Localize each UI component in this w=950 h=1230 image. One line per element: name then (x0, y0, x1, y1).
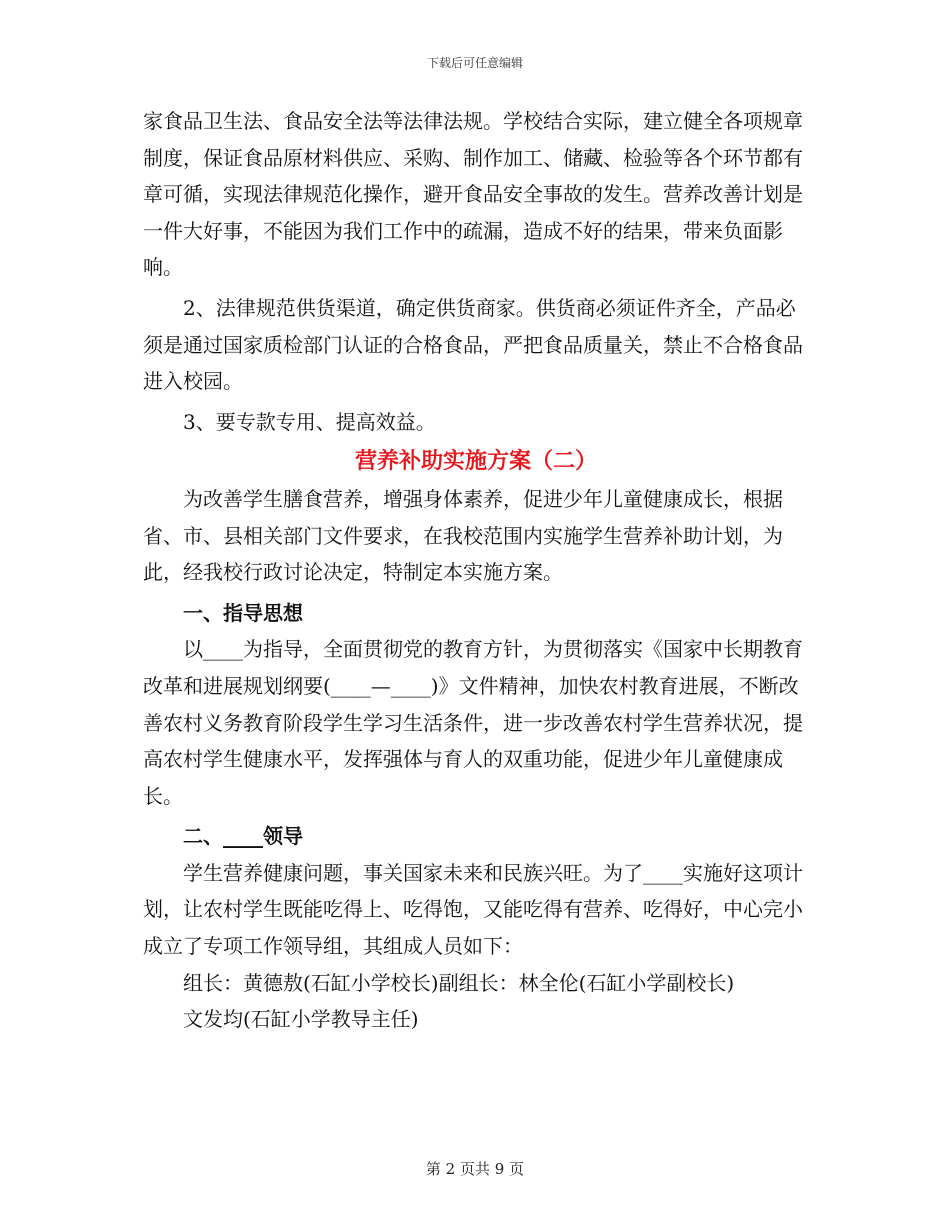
paragraph-members: 组长：黄德敖(石缸小学校长)副组长：林全伦(石缸小学副校长) (183, 970, 735, 995)
paragraph-item-2: 2、法律规范供货渠道，确定供货商家。供货商必须证件齐全，产品必须是通过国家质检部门认证的合格食品，严把食品质量关，禁止不合格食品进入校园。 (143, 295, 803, 394)
paragraph-intro: 为改善学生膳食营养，增强身体素养，促进少年儿童健康成长，根据省、市、县相关部门文件要求，在我校范围内实施学生营养补助计划，为此，经我校行政讨论决定，特制定本实施方案。 (143, 486, 783, 585)
paragraph-continuation: 家食品卫生法、食品安全法等法律法规。学校结合实际，建立健全各项规章制度，保证食品原材料供应、采购、制作加工、储藏、检验等各个环节都有章可循，实现法律规范化操作，避开食品安全事故的发生。营养改善计划是一件大好事，不能因为我们工作中的疏漏，造成不好的结果，带来负面影响。 (143, 109, 803, 280)
paragraph-item-3: 3、要专款专用、提高效益。 (183, 409, 436, 434)
page-header: 下载后可任意编辑 (426, 56, 523, 70)
paragraph-leadership: 学生营养健康问题，事关国家未来和民族兴旺。为了____实施好这项计划，让农村学生既能吃得上、吃得饱，又能吃得有营养、吃得好，中心完小成立了专项工作领导组，其组成人员如下： (143, 860, 803, 959)
paragraph-guiding-ideology: 以____为指导，全面贯彻党的教育方针，为贯彻落实《国家中长期教育改革和进展规划纲要(____—____)》文件精神，加快农村教育进展，不断改善农村义务教育阶段学生学习生活条件，进一步改善农村学生营养状况，提高农村学生健康水平，发挥强体与育人的双重功能，促进少年儿童健康成长。 (143, 637, 803, 808)
paragraph-member-extra: 文发均(石缸小学教导主任) (183, 1007, 419, 1032)
document-body (143, 103, 809, 1038)
section-title: 营养补助实施方案（二） (354, 449, 597, 475)
heading-leadership: 二、____领导 (183, 824, 303, 849)
page-footer: 第 2 页共 9 页 (425, 1160, 525, 1178)
heading-guiding-ideology: 一、指导思想 (183, 600, 303, 625)
